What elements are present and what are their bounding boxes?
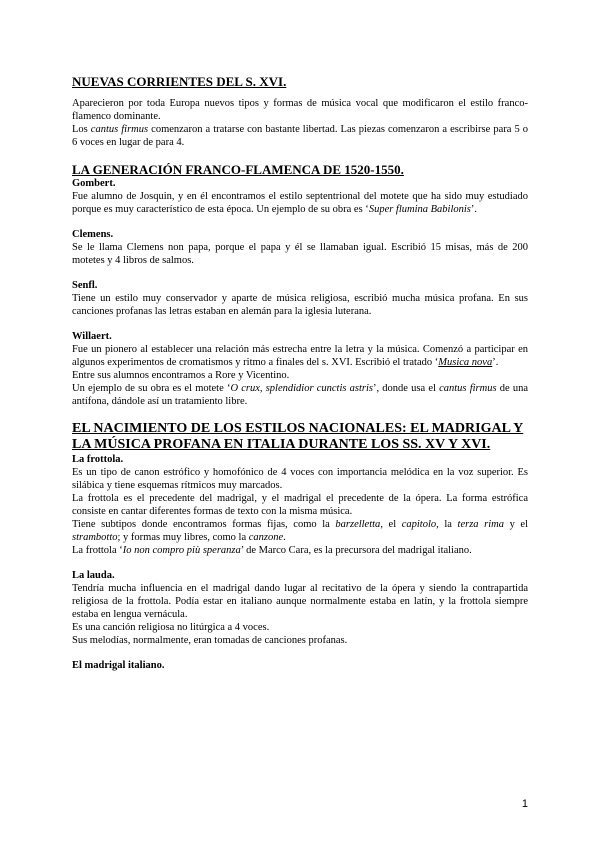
paragraph bbox=[72, 382, 528, 408]
paragraph: Se le llama Clemens non papa, porque el papa y él se llamaban igual. Escribió 15 misas, más de 200 motetes y 4 libros de salmos. bbox=[72, 242, 528, 266]
paragraph: Tendría mucha influencia en el madrigal dando lugar al recitativo de la ópera y siendo la contrapartida religiosa de la frottola. Podía estar en italiano aunque normalmente estaba en latín, y la frottola siempre estaba en lengua vernácula. bbox=[72, 583, 528, 620]
paragraph: Es un tipo de canon estrófico y homofónico de 4 voces con importancia melódica en la voz superior. Es silábica y tiene esquemas rítmicos muy marcados. bbox=[72, 467, 528, 491]
text: Aparecieron por toda Europa nuevos tipos y formas de música vocal que modificaron el estilo franco-flamenco dominante. bbox=[72, 98, 528, 122]
text: , la bbox=[436, 519, 458, 530]
text: Fue alumno de Josquin, y en él encontramos el estilo septentrional del motete que ha sido muy estudiado porque es muy característico de esta época. Un ejemplo de su obra es ‘ bbox=[72, 191, 528, 215]
text: Un ejemplo de su obra es el motete ‘ bbox=[72, 383, 231, 394]
section-title-nacimiento-estilos-nacionales: EL NACIMIENTO DE LOS ESTILOS NACIONALES: EL MADRIGAL Y LA MÚSICA PROFANA EN ITALIA DURANTE LOS SS. XV Y XVI. bbox=[72, 421, 524, 452]
text: comenzaron a tratarse con bastante libertad. Las piezas comenzaron a escribirse para 5 o 6 voces en lugar de para 4. bbox=[72, 124, 529, 148]
text: ’, donde usa el bbox=[372, 383, 440, 394]
subheading-clemens: Clemens. bbox=[72, 229, 114, 240]
paragraph: Sus melodías, normalmente, eran tomadas de canciones profanas. bbox=[72, 635, 348, 646]
text: ’. bbox=[470, 204, 478, 215]
paragraph bbox=[72, 343, 528, 369]
text: La frottola ‘ bbox=[72, 545, 123, 556]
text: ’. bbox=[492, 357, 499, 368]
paragraph: Tiene un estilo muy conservador y aparte de música religiosa, escribió mucha música profana. En sus canciones profanas las letras estaban en alemán para la iglesia luterana. bbox=[72, 293, 528, 317]
subheading-senfl: Senfl. bbox=[72, 280, 98, 291]
italic-term: terza rima bbox=[457, 519, 504, 530]
page-content bbox=[72, 74, 528, 672]
subheading-lauda: La lauda. bbox=[72, 570, 115, 581]
paragraph: Es una canción religiosa no litúrgica a 4 voces. bbox=[72, 622, 270, 633]
text: ; y formas muy libres, como la bbox=[117, 532, 249, 543]
text: Tiene subtipos donde encontramos formas fijas, como la bbox=[72, 519, 336, 530]
subheading-willaert: Willaert. bbox=[72, 331, 112, 342]
subheading-frottola: La frottola. bbox=[72, 454, 124, 465]
text: de una antífona, dándole así un tratamiento libre. bbox=[72, 383, 528, 407]
section-title-nuevas-corrientes: NUEVAS CORRIENTES DEL S. XVI. bbox=[72, 74, 287, 89]
italic-term: cantus firmus bbox=[439, 383, 497, 394]
page-number: 1 bbox=[521, 798, 528, 810]
text: Los bbox=[72, 124, 91, 135]
paragraph: La frottola es el precedente del madrigal, y el madrigal el precedente de la ópera. La forma estrófica consiste en cantar diferentes formas de texto con la misma música. bbox=[72, 493, 528, 517]
italic-term: strambotto bbox=[72, 532, 118, 543]
subheading-gombert: Gombert. bbox=[72, 178, 116, 189]
italic-title: Io non compro più speranza bbox=[122, 545, 241, 556]
paragraph bbox=[72, 123, 528, 149]
italic-title: O crux, splendidior cunctis astris bbox=[230, 383, 373, 394]
italic-term: cantus firmus bbox=[90, 124, 149, 135]
paragraph bbox=[72, 190, 528, 216]
text: y el bbox=[503, 519, 529, 530]
italic-title: Musica nova bbox=[438, 357, 493, 368]
paragraph bbox=[72, 518, 528, 544]
italic-term: barzelletta bbox=[335, 519, 381, 530]
text: . bbox=[283, 532, 286, 543]
paragraph bbox=[72, 544, 528, 557]
italic-term: capitolo bbox=[401, 519, 437, 530]
paragraph: Entre sus alumnos encontramos a Rore y Vicentino. bbox=[72, 370, 290, 381]
subheading-madrigal-italiano: El madrigal italiano. bbox=[72, 660, 165, 671]
italic-title: Super flumina Babilonis bbox=[368, 204, 471, 215]
text: Fue un pionero al establecer una relación más estrecha entre la letra y la música. Comenzó a participar en algunos experimentos de cromatismos y ritmo a finales del s. XVI. Escribió el tratado ‘ bbox=[72, 344, 528, 368]
section-title-generacion-franco-flamenca: LA GENERACIÓN FRANCO-FLAMENCA DE 1520-1550. bbox=[72, 162, 404, 177]
text: ’ de Marco Cara, es la precursora del madrigal italiano. bbox=[240, 545, 472, 556]
text: , el bbox=[380, 519, 402, 530]
italic-term: canzone bbox=[248, 532, 284, 543]
paragraph bbox=[72, 97, 528, 123]
